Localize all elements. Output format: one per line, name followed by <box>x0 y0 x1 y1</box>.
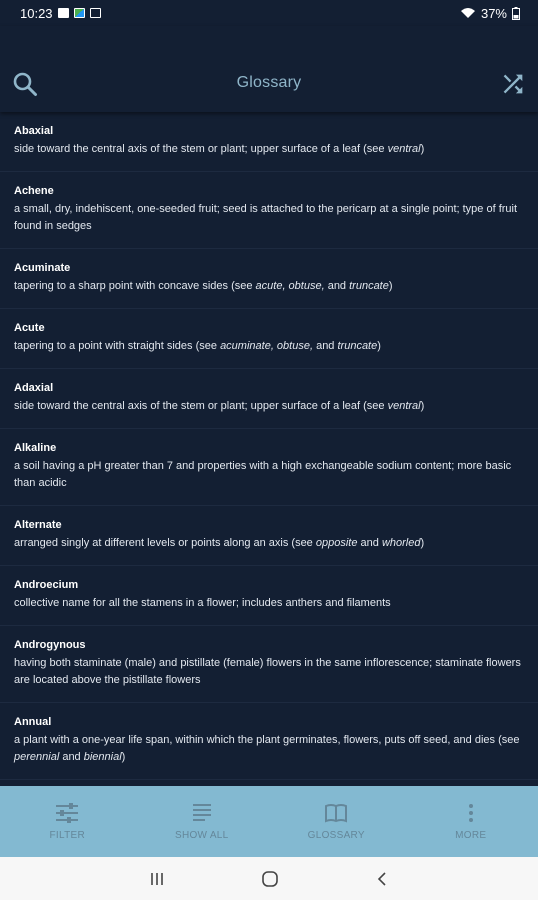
glossary-term: Acuminate <box>14 262 71 274</box>
nav-glossary[interactable] <box>269 786 404 857</box>
status-right <box>460 6 520 21</box>
definition-crossref: whorled <box>381 537 421 549</box>
glossary-definition <box>14 141 522 158</box>
glossary-term: Adaxial <box>14 382 54 394</box>
definition-text: and <box>357 537 382 549</box>
definition-crossref: truncate <box>337 340 378 352</box>
glossary-entry[interactable] <box>0 249 538 309</box>
definition-text: ) <box>420 537 425 549</box>
glossary-term: Abaxial <box>14 125 54 137</box>
glossary-definition <box>14 595 522 612</box>
filter-icon <box>55 802 79 824</box>
glossary-entry[interactable] <box>0 626 538 703</box>
definition-text: a plant with a one-year life span, within which the plant germinates, flowers, puts off seed, and dies (see <box>14 734 520 746</box>
home-icon[interactable] <box>261 870 279 888</box>
more-vert-icon <box>468 803 474 823</box>
nav-show-all[interactable] <box>135 786 270 857</box>
glossary-entry[interactable] <box>0 566 538 626</box>
app-bar <box>0 26 538 112</box>
nav-more-label: MORE <box>455 830 487 841</box>
definition-text: arranged singly at different levels or points along an axis (see <box>14 537 316 549</box>
definition-crossref: truncate <box>349 280 389 292</box>
definition-crossref: perennial <box>14 751 60 763</box>
definition-text: a soil having a pH greater than 7 and properties with a high exchangeable sodium content; more basic than acidic <box>14 460 512 489</box>
definition-text: a small, dry, indehiscent, one-seeded fruit; seed is attached to the pericarp at a single point; type of fruit found in sedges <box>14 203 518 232</box>
definition-text: and <box>313 340 338 352</box>
definition-text: and <box>59 751 84 763</box>
glossary-definition <box>14 201 522 235</box>
glossary-term: Alternate <box>14 519 62 531</box>
definition-text: ) <box>420 143 425 155</box>
bottom-nav <box>0 786 538 857</box>
glossary-entry[interactable] <box>0 703 538 780</box>
glossary-list[interactable] <box>0 112 538 786</box>
glossary-term: Alkaline <box>14 442 57 454</box>
recents-icon[interactable] <box>149 871 165 887</box>
definition-crossref: ventral <box>387 143 421 155</box>
nav-show-all-label: SHOW ALL <box>174 830 229 841</box>
list-icon <box>191 803 213 823</box>
definition-text: side toward the central axis of the stem or plant; upper surface of a leaf (see <box>14 143 388 155</box>
shuffle-icon <box>499 70 527 98</box>
definition-crossref: biennial <box>83 751 122 763</box>
image-notification-icon <box>58 8 69 18</box>
glossary-definition <box>14 655 522 689</box>
glossary-entry[interactable] <box>0 309 538 369</box>
book-icon <box>324 803 348 823</box>
glossary-term: Androecium <box>14 579 79 591</box>
definition-text: side toward the central axis of the stem or plant; upper surface of a leaf (see <box>14 400 388 412</box>
glossary-definition <box>14 338 522 355</box>
definition-text: ) <box>388 280 393 292</box>
glossary-term: Androgynous <box>14 639 86 651</box>
status-left <box>20 6 101 21</box>
definition-crossref: acute, obtuse, <box>255 280 325 292</box>
nav-more[interactable] <box>404 786 538 857</box>
glossary-entry[interactable] <box>0 112 538 172</box>
glossary-term: Achene <box>14 185 54 197</box>
glossary-entry[interactable] <box>0 429 538 506</box>
glossary-term: Annual <box>14 716 52 728</box>
app-notification-icon <box>90 8 101 18</box>
glossary-definition <box>14 535 522 552</box>
definition-crossref: acuminate, obtuse, <box>220 340 314 352</box>
glossary-term: Acute <box>14 322 45 334</box>
shuffle-button[interactable] <box>498 69 528 99</box>
glossary-entry[interactable] <box>0 172 538 249</box>
glossary-definition <box>14 278 522 295</box>
glossary-entry[interactable] <box>0 369 538 429</box>
glossary-definition <box>14 398 522 415</box>
definition-text: and <box>324 280 350 292</box>
glossary-definition <box>14 732 522 766</box>
glossary-definition <box>14 458 522 492</box>
definition-text: tapering to a sharp point with concave sides (see <box>14 280 256 292</box>
nav-filter[interactable] <box>0 786 135 857</box>
definition-crossref: opposite <box>315 537 358 549</box>
status-time: 10:23 <box>20 5 53 21</box>
nav-filter-label: FILTER <box>49 830 85 841</box>
wifi-icon <box>460 7 476 19</box>
definition-text: ) <box>420 400 425 412</box>
battery-icon <box>512 7 520 20</box>
status-bar <box>0 0 538 26</box>
definition-text: collective name for all the stamens in a flower; includes anthers and filaments <box>14 597 391 609</box>
system-nav-bar <box>0 857 538 900</box>
definition-text: ) <box>121 751 126 763</box>
nav-glossary-label: GLOSSARY <box>307 830 365 841</box>
battery-percent: 37% <box>480 5 507 21</box>
definition-crossref: ventral <box>387 400 421 412</box>
definition-text: ) <box>377 340 381 352</box>
back-icon[interactable] <box>375 871 389 887</box>
page-title: Glossary <box>236 74 302 91</box>
glossary-entry[interactable] <box>0 506 538 566</box>
definition-text: tapering to a point with straight sides (see <box>14 340 221 352</box>
photos-notification-icon <box>74 8 85 18</box>
definition-text: having both staminate (male) and pistillate (female) flowers in the same inflorescence; staminate flowers are located above the pistillate flowers <box>14 657 521 686</box>
